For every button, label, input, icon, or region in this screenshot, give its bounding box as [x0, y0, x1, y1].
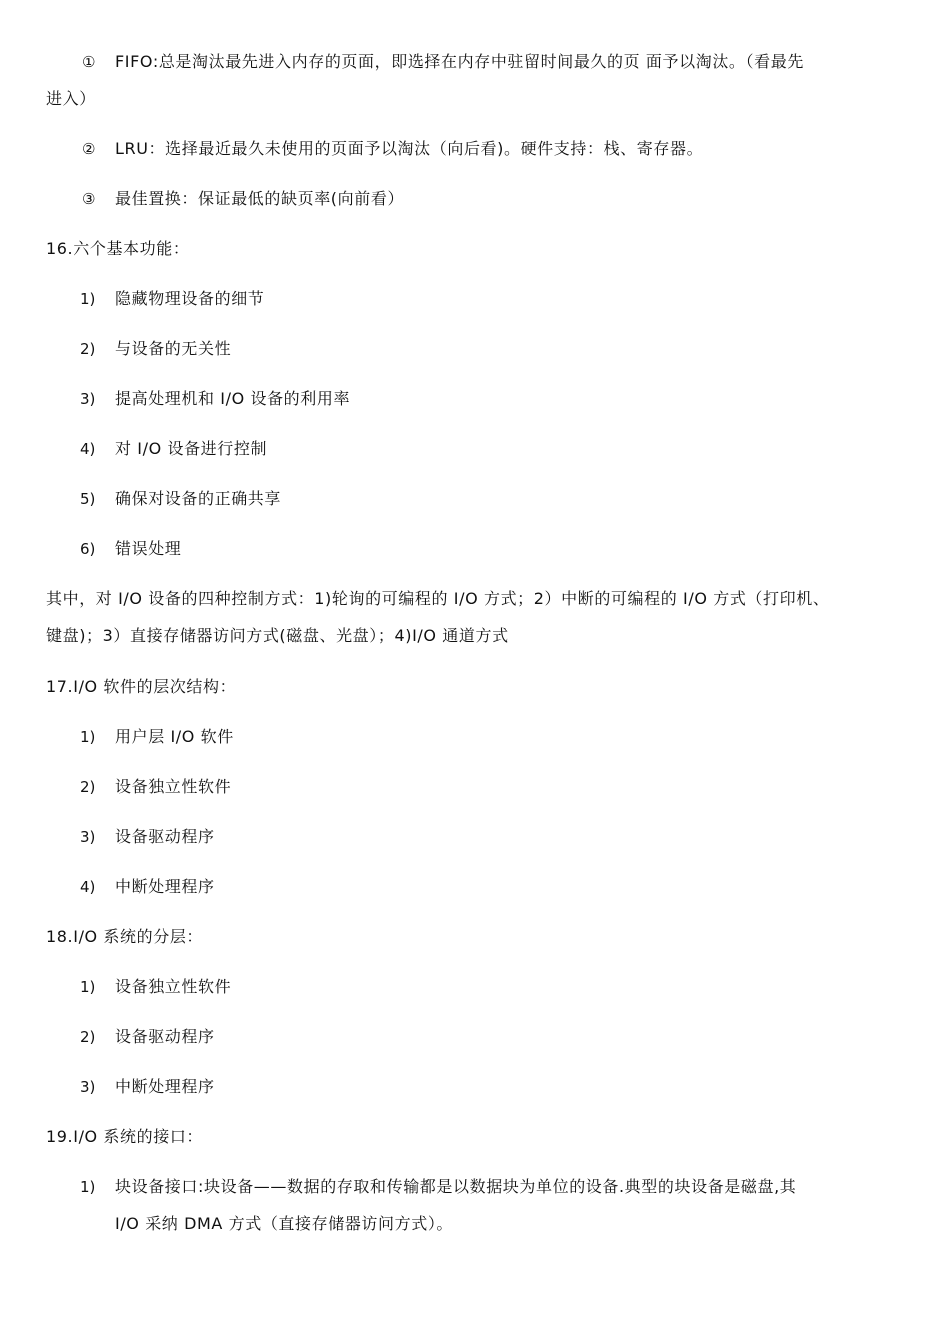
list-marker: 3) — [80, 390, 96, 408]
list-item-text: LRU：选择最近最久未使用的页面予以淘汰（向后看)。硬件支持：栈、寄存器。 — [115, 139, 704, 158]
list-item-text: 与设备的无关性 — [115, 339, 232, 358]
list-item-text: 中断处理程序 — [115, 877, 215, 896]
list-marker: ② — [82, 140, 96, 158]
list-marker: 2) — [80, 778, 96, 796]
list-item-text: 隐藏物理设备的细节 — [115, 289, 265, 308]
list-item-continuation: 进入） — [46, 89, 96, 108]
list-item-text: 用户层 I/O 软件 — [115, 727, 234, 746]
list-item-text: 块设备接口:块设备——数据的存取和传输都是以数据块为单位的设备.典型的块设备是磁盘,其 — [115, 1177, 797, 1196]
paragraph-text: 其中，对 I/O 设备的四种控制方式：1)轮询的可编程的 I/O 方式；2）中断的可编程的 I/O 方式（打印机、 — [46, 589, 830, 608]
list-marker: 6) — [80, 540, 96, 558]
list-item-text: 设备独立性软件 — [115, 977, 232, 996]
list-marker: 1) — [80, 1178, 96, 1196]
list-marker: ③ — [82, 190, 96, 208]
list-marker: 2) — [80, 1028, 96, 1046]
section-heading: 17.I/O 软件的层次结构： — [46, 677, 237, 696]
section-heading: 16.六个基本功能： — [46, 239, 190, 258]
list-item-text: FIFO:总是淘汰最先进入内存的页面，即选择在内存中驻留时间最久的页 面予以淘汰。（看最先 — [115, 52, 804, 71]
list-marker: 1) — [80, 978, 96, 996]
section-heading: 18.I/O 系统的分层： — [46, 927, 204, 946]
list-item-text: 最佳置换：保证最低的缺页率(向前看） — [115, 189, 405, 208]
list-item-text: 确保对设备的正确共享 — [115, 489, 282, 508]
section-heading: 19.I/O 系统的接口： — [46, 1127, 204, 1146]
list-item-text: 设备驱动程序 — [115, 1027, 215, 1046]
list-marker: 1) — [80, 290, 96, 308]
list-item-text: 中断处理程序 — [115, 1077, 215, 1096]
list-marker: 2) — [80, 340, 96, 358]
list-marker: 4) — [80, 440, 96, 458]
list-item-text: 错误处理 — [115, 539, 182, 558]
list-marker: 3) — [80, 828, 96, 846]
list-item-text: 设备独立性软件 — [115, 777, 232, 796]
list-marker: 1) — [80, 728, 96, 746]
list-marker: 5) — [80, 490, 96, 508]
paragraph-text: 键盘)；3）直接存储器访问方式(磁盘、光盘）；4)I/O 通道方式 — [46, 626, 509, 645]
list-item-text: 对 I/O 设备进行控制 — [115, 439, 268, 458]
list-marker: 3) — [80, 1078, 96, 1096]
list-item-continuation: I/O 采纳 DMA 方式（直接存储器访问方式）。 — [115, 1214, 454, 1233]
list-item-text: 设备驱动程序 — [115, 827, 215, 846]
list-item-text: 提高处理机和 I/O 设备的利用率 — [115, 389, 351, 408]
list-marker: ① — [82, 53, 96, 71]
list-marker: 4) — [80, 878, 96, 896]
